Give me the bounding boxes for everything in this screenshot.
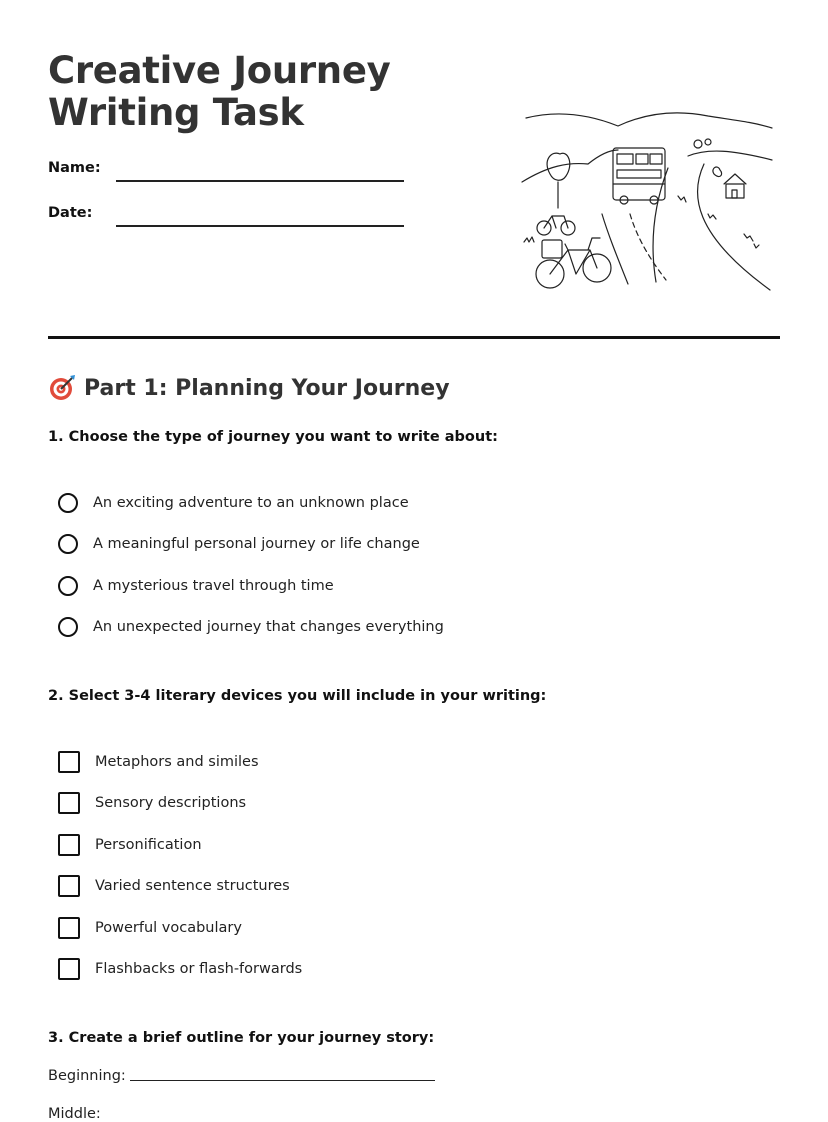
checkbox[interactable] — [58, 917, 80, 939]
option-label: An exciting adventure to an unknown place — [93, 495, 409, 511]
option-label: Metaphors and similes — [95, 754, 259, 770]
date-label: Date: — [48, 205, 93, 221]
name-input-line[interactable] — [116, 180, 404, 182]
outline-middle-label: Middle: — [48, 1106, 101, 1122]
target-dart-icon — [48, 374, 76, 402]
option-label: A meaningful personal journey or life change — [93, 536, 420, 552]
title-line-2: Writing Task — [48, 91, 304, 134]
section-divider — [48, 336, 780, 339]
journey-option-2[interactable] — [58, 532, 420, 556]
name-field[interactable] — [48, 160, 408, 184]
device-option-6[interactable] — [58, 957, 302, 981]
journey-option-3[interactable] — [58, 574, 334, 598]
option-label: Sensory descriptions — [95, 795, 247, 811]
date-field[interactable] — [48, 205, 408, 229]
device-option-3[interactable] — [58, 833, 202, 857]
radio-button[interactable] — [58, 576, 78, 596]
device-option-2[interactable] — [58, 791, 246, 815]
radio-button[interactable] — [58, 493, 78, 513]
title-line-1: Creative Journey — [48, 49, 391, 92]
radio-button[interactable] — [58, 534, 78, 554]
outline-middle-row[interactable] — [48, 1106, 101, 1122]
outline-beginning-label: Beginning: — [48, 1068, 126, 1084]
checkbox[interactable] — [58, 875, 80, 897]
journey-option-1[interactable] — [58, 491, 409, 515]
worksheet-title — [48, 50, 390, 134]
question-1-label: 1. Choose the type of journey you want to write about: — [48, 429, 498, 445]
device-option-5[interactable] — [58, 916, 242, 940]
name-label: Name: — [48, 160, 101, 176]
option-label: An unexpected journey that changes everything — [93, 619, 444, 635]
checkbox[interactable] — [58, 751, 80, 773]
part-1-heading — [48, 374, 450, 402]
option-label: Personification — [95, 837, 202, 853]
question-2-label: 2. Select 3-4 literary devices you will include in your writing: — [48, 688, 547, 704]
question-3-label: 3. Create a brief outline for your journey story: — [48, 1030, 435, 1046]
option-label: Flashbacks or flash-forwards — [95, 961, 303, 977]
outline-beginning-row[interactable] — [48, 1068, 435, 1084]
radio-button[interactable] — [58, 617, 78, 637]
device-option-4[interactable] — [58, 874, 290, 898]
option-label: A mysterious travel through time — [93, 578, 334, 594]
journey-option-4[interactable] — [58, 615, 444, 639]
checkbox[interactable] — [58, 958, 80, 980]
checkbox[interactable] — [58, 792, 80, 814]
option-label: Powerful vocabulary — [95, 920, 242, 936]
journey-landscape-illustration — [518, 104, 774, 294]
checkbox[interactable] — [58, 834, 80, 856]
outline-beginning-line[interactable] — [130, 1080, 435, 1081]
date-input-line[interactable] — [116, 225, 404, 227]
device-option-1[interactable] — [58, 750, 259, 774]
part-1-heading-text: Part 1: Planning Your Journey — [84, 375, 450, 401]
option-label: Varied sentence structures — [95, 878, 290, 894]
